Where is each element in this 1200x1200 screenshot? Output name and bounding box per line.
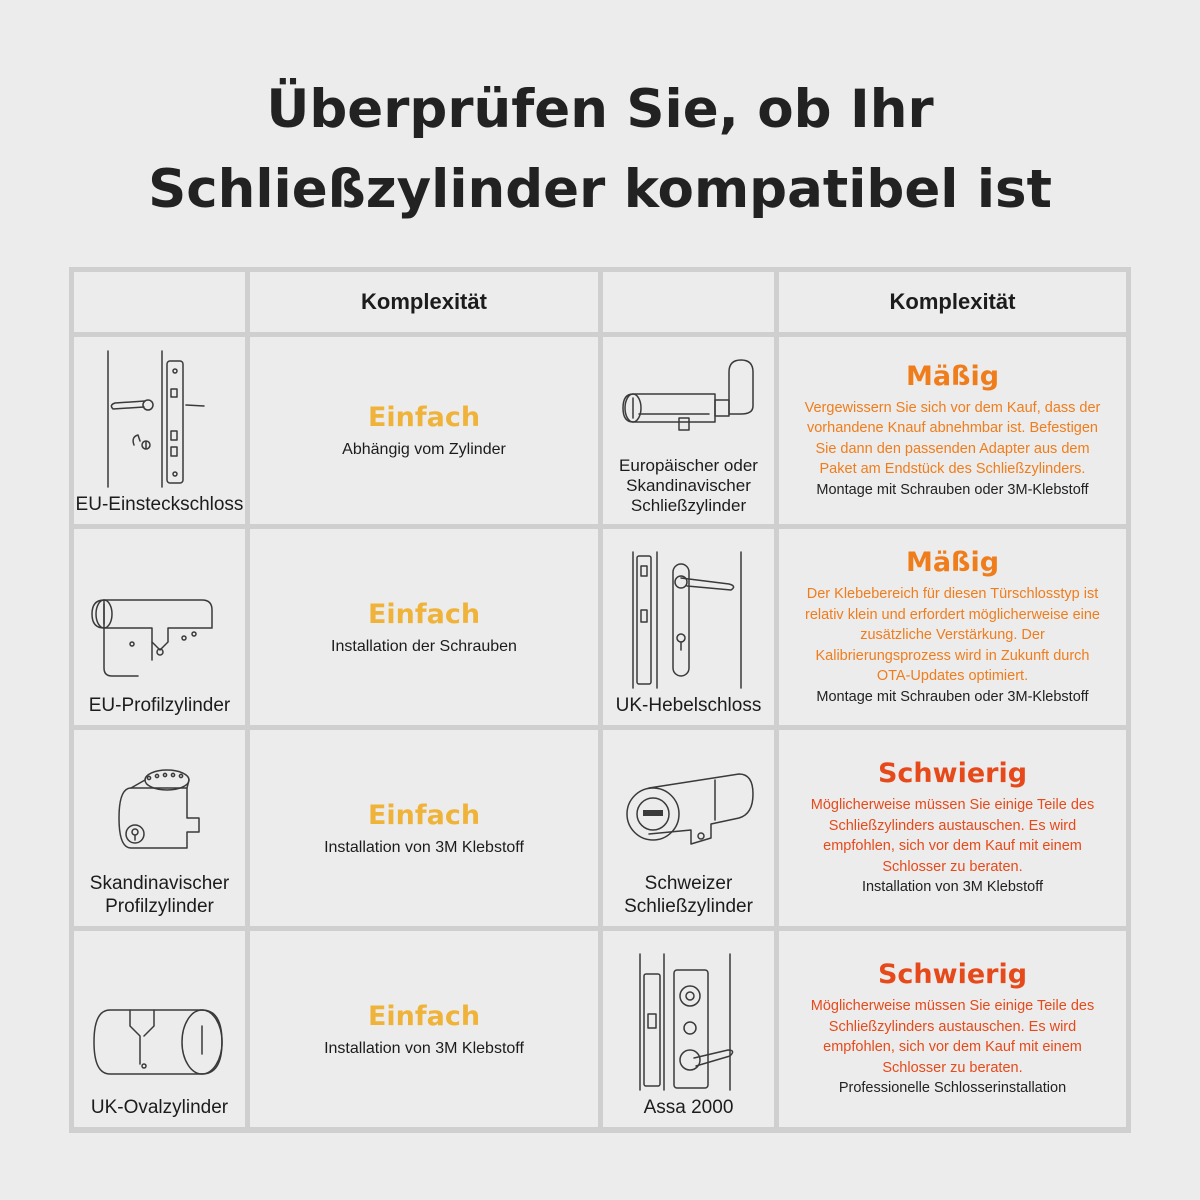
- complexity-level: Schwierig: [877, 959, 1028, 991]
- complexity-note: Abhängig vom Zylinder: [342, 441, 506, 458]
- complexity-cell-moderate: [779, 337, 1126, 524]
- lock-name: UK-Ovalzylinder: [90, 1097, 229, 1118]
- complexity-cell-hard: [779, 730, 1126, 926]
- lock-name: Assa 2000: [643, 1097, 734, 1118]
- header-empty-2: [603, 272, 774, 332]
- complexity-cell-moderate: [779, 529, 1126, 725]
- lock-name: EU-Einsteckschloss: [75, 494, 244, 515]
- thumbturn-cylinder-icon: [619, 352, 759, 452]
- lock-name: Europäischer oder Skandinavischer Schließzylinder: [619, 456, 758, 515]
- complexity-note: Vergewissern Sie sich vor dem Kauf, dass der vorhandene Knauf abnehmbar ist. Befestigen Sie dann den passenden Adapter aus dem Paket am Endstück des Schließzylinders.: [804, 399, 1101, 478]
- complexity-level: Einfach: [367, 598, 481, 630]
- installation-note: Professionelle Schlosserinstallation: [838, 1080, 1067, 1097]
- complexity-note: Installation der Schrauben: [331, 637, 517, 655]
- complexity-note: Der Klebebereich für diesen Türschlosstyp ist relativ klein und erfordert möglicherweise eine zusätzliche Verstärkung. Der Kalibrierungsprozess wird in Zukunft durch OTA-Updates optimiert.: [805, 586, 1100, 684]
- lock-cell-uk-oval: [74, 931, 245, 1127]
- complexity-note: Möglicherweise müssen Sie einige Teile des Schließzylinders austauschen. Es wird empfohlen, sich vor dem Kauf mit einem Schlosser zu beraten.: [810, 998, 1095, 1076]
- lock-cell-swiss: [603, 730, 774, 926]
- oval-cylinder-icon: [90, 992, 230, 1092]
- complexity-note: Installation von 3M Klebstoff: [324, 838, 524, 856]
- complexity-level: Schwierig: [877, 758, 1028, 790]
- scandinavian-cylinder-icon: [105, 758, 215, 868]
- euro-profile-cylinder-icon: [90, 580, 230, 690]
- lock-cell-assa: [603, 931, 774, 1127]
- lock-name: Skandinavischer Profilzylinder: [89, 873, 230, 917]
- lock-cell-scandinavian: [74, 730, 245, 926]
- swiss-cylinder-icon: [619, 758, 759, 868]
- lock-name: EU-Profilzylinder: [88, 695, 231, 716]
- header-empty-1: [74, 272, 245, 332]
- complexity-note: Installation von 3M Klebstoff: [324, 1039, 524, 1057]
- complexity-cell-easy: [250, 931, 598, 1127]
- complexity-level: Einfach: [367, 1000, 481, 1032]
- lock-cell-eu-mortise: [74, 337, 245, 524]
- installation-note: Montage mit Schrauben oder 3M-Klebstoff: [816, 688, 1089, 705]
- title-line-2: Schließzylinder kompatibel ist: [148, 159, 1052, 220]
- complexity-level: Einfach: [367, 799, 481, 831]
- lock-cell-thumbturn: [603, 337, 774, 524]
- complexity-cell-easy: [250, 337, 598, 524]
- complexity-level: Einfach: [367, 402, 481, 433]
- lock-cell-uk-lever: [603, 529, 774, 725]
- compatibility-table: [69, 267, 1131, 1133]
- header-complexity-2: Komplexität: [779, 272, 1126, 332]
- installation-note: Montage mit Schrauben oder 3M-Klebstoff: [816, 481, 1089, 498]
- header-complexity-1: Komplexität: [250, 272, 598, 332]
- mortise-lock-icon: [100, 349, 220, 489]
- page-title: [0, 70, 1200, 230]
- title-line-1: Überprüfen Sie, ob Ihr: [266, 79, 934, 140]
- complexity-cell-easy: [250, 529, 598, 725]
- complexity-note: Möglicherweise müssen Sie einige Teile des Schließzylinders austauschen. Es wird empfohlen, sich vor dem Kauf mit einem Schlosser zu beraten.: [810, 797, 1095, 875]
- lock-name: UK-Hebelschloss: [615, 695, 762, 716]
- complexity-level: Mäßig: [905, 360, 1000, 392]
- installation-note: Installation von 3M Klebstoff: [861, 879, 1044, 896]
- lock-cell-eu-profile: [74, 529, 245, 725]
- lock-name: Schweizer Schließzylinder: [624, 873, 753, 917]
- complexity-level: Mäßig: [905, 547, 1000, 578]
- complexity-cell-hard: [779, 931, 1126, 1127]
- assa-lock-icon: [634, 952, 744, 1092]
- complexity-cell-easy: [250, 730, 598, 926]
- lever-lock-icon: [619, 550, 759, 690]
